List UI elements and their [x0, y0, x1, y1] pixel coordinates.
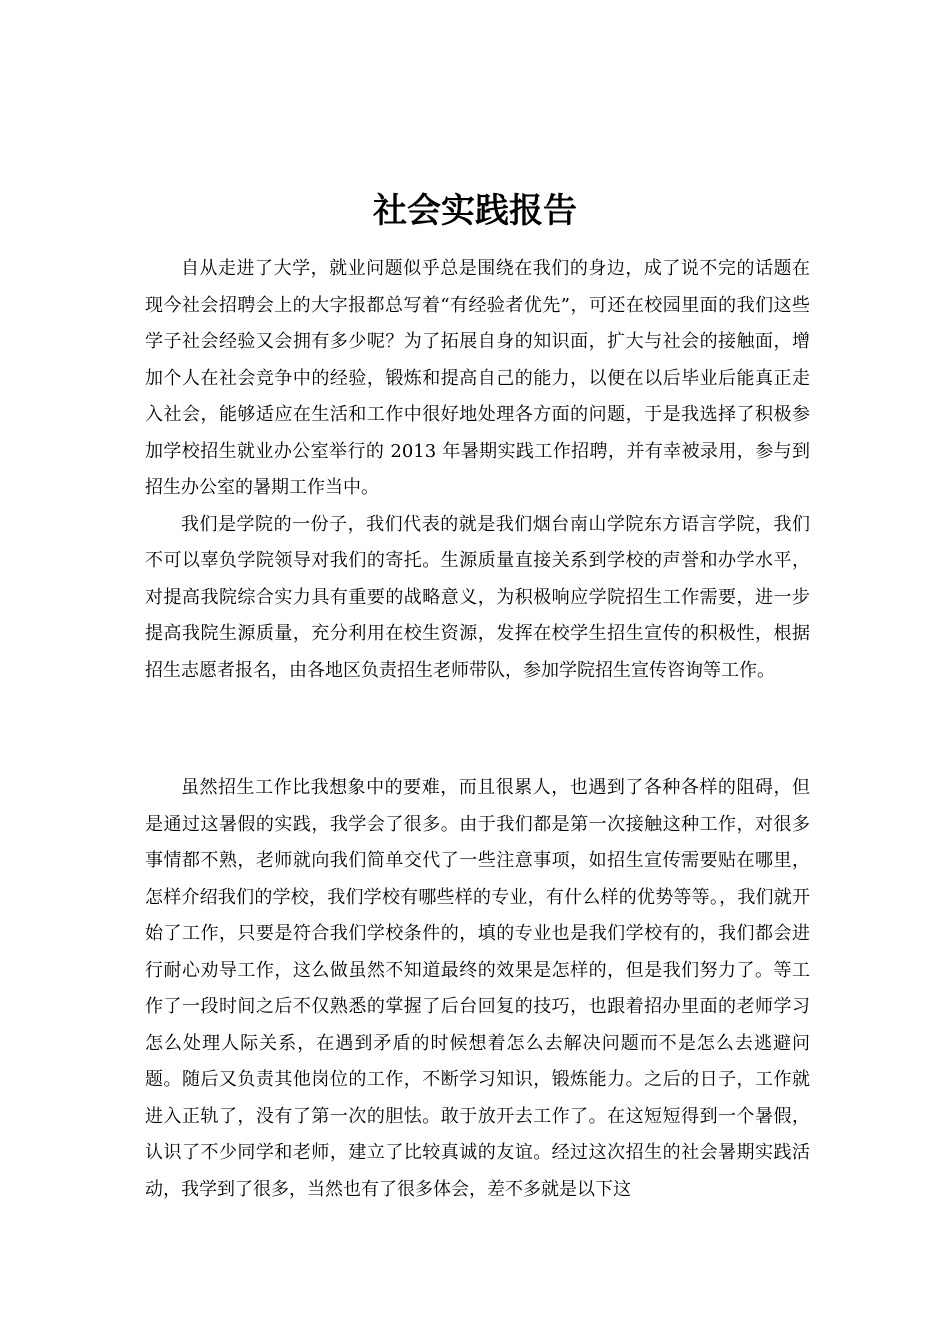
body-section-2 — [145, 770, 810, 1208]
page-title: 社会实践报告 — [373, 191, 577, 231]
body-section-1 — [145, 251, 810, 689]
paragraph-3: 虽然招生工作比我想象中的要难，而且很累人，也遇到了各种各样的阻碍，但是通过这暑假的实践，我学会了很多。由于我们都是第一次接触这种工作，对很多事情都不熟，老师就向我们简单交代了一些注意事项，如招生宣传需要贴在哪里，怎样介绍我们的学校，我们学校有哪些样的专业，有什么样的优势等等。，我们就开始了工作，只要是符合我们学校条件的，填的专业也是我们学校有的，我们都会进行耐心劝导工作，这么做虽然不知道最终的效果是怎样的，但是我们努力了。等工作了一段时间之后不仅熟悉的掌握了后台回复的技巧，也跟着招办里面的老师学习怎么处理人际关系，在遇到矛盾的时候想着怎么去解决问题而不是怎么去逃避问题。随后又负责其他岗位的工作，不断学习知识，锻炼能力。之后的日子，工作就进入正轨了，没有了第一次的胆怯。敢于放开去工作了。在这短短得到一个暑假，认识了不少同学和老师，建立了比较真诚的友谊。经过这次招生的社会暑期实践活动，我学到了很多，当然也有了很多体会，差不多就是以下这 — [145, 777, 810, 1200]
paragraph-1: 自从走进了大学，就业问题似乎总是围绕在我们的身边，成了说不完的话题在现今社会招聘会上的大字报都总写着“有经验者优先”，可还在校园里面的我们这些学子社会经验又会拥有多少呢？为了拓展自身的知识面，扩大与社会的接触面，增加个人在社会竞争中的经验，锻炼和提高自己的能力，以便在以后毕业后能真正走入社会，能够适应在生活和工作中很好地处理各方面的问题，于是我选择了积极参加学校招生就业办公室举行的 2013 年暑期实践工作招聘，并有幸被录用，参与到招生办公室的暑期工作当中。 — [145, 258, 810, 498]
paragraph-2: 我们是学院的一份子，我们代表的就是我们烟台南山学院东方语言学院，我们不可以辜负学院领导对我们的寄托。生源质量直接关系到学校的声誉和办学水平，对提高我院综合实力具有重要的战略意义，为积极响应学院招生工作需要，进一步提高我院生源质量，充分利用在校生资源，发挥在校学生招生宣传的积极性，根据招生志愿者报名，由各地区负责招生老师带队，参加学院招生宣传咨询等工作。 — [145, 513, 810, 681]
